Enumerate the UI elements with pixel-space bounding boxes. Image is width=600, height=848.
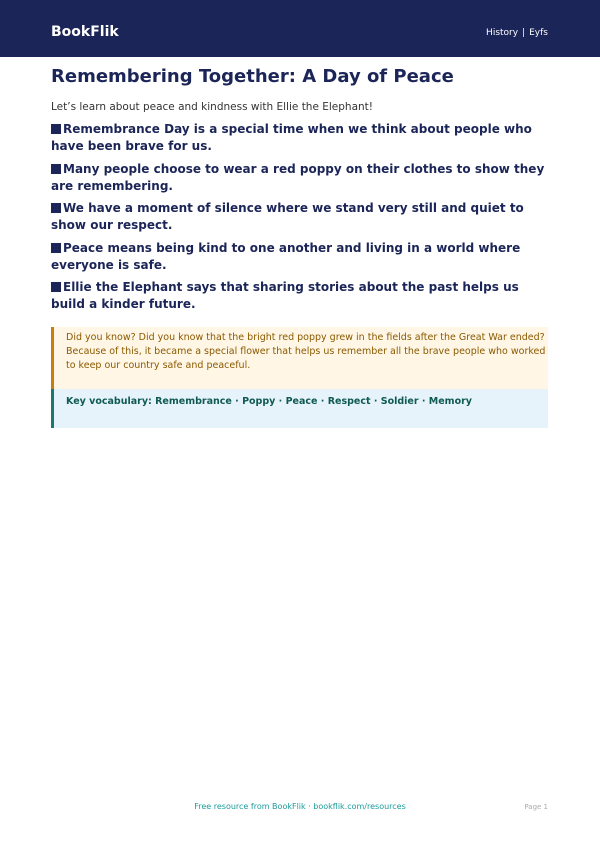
footer-resource-link[interactable]: Free resource from BookFlik · bookflik.com/resources	[194, 802, 406, 811]
breadcrumb-eyfs[interactable]: Eyfs	[529, 28, 548, 38]
page-title: Remembering Together: A Day of Peace	[51, 66, 454, 87]
did-you-know-text: Did you know? Did you know that the bright red poppy grew in the fields after the Great War ended? Because of this, it became a special flower that helps us remember all the brave people who worked to keep our country safe and peaceful.	[66, 332, 546, 371]
breadcrumb-separator: |	[522, 28, 526, 38]
square-bullet-icon	[51, 243, 61, 253]
list-item	[51, 200, 551, 234]
list-item	[51, 121, 551, 155]
key-vocabulary-box	[51, 389, 548, 428]
did-you-know-box	[51, 327, 548, 389]
intro-text: Let’s learn about peace and kindness with Ellie the Elephant!	[51, 101, 374, 113]
key-vocabulary-text: Key vocabulary: Remembrance · Poppy · Peace · Respect · Soldier · Memory	[66, 396, 472, 407]
key-points-list	[51, 121, 551, 319]
square-bullet-icon	[51, 164, 61, 174]
list-item	[51, 240, 551, 274]
square-bullet-icon	[51, 203, 61, 213]
top-header-bar	[0, 0, 600, 57]
list-item	[51, 279, 551, 313]
breadcrumb	[486, 27, 548, 39]
breadcrumb-history[interactable]: History	[486, 28, 519, 38]
brand-logo-text[interactable]: BookFlik	[51, 24, 119, 40]
list-item-text: Remembrance Day is a special time when we think about people who have been brave for us.	[51, 122, 532, 153]
list-item-text: Ellie the Elephant says that sharing stories about the past helps us build a kinder future.	[51, 280, 519, 311]
page-number: Page 1	[524, 803, 548, 811]
list-item-text: We have a moment of silence where we stand very still and quiet to show our respect.	[51, 201, 524, 232]
list-item-text: Peace means being kind to one another and living in a world where everyone is safe.	[51, 240, 521, 272]
list-item	[51, 161, 551, 195]
square-bullet-icon	[51, 282, 61, 292]
square-bullet-icon	[51, 124, 61, 134]
list-item-text: Many people choose to wear a red poppy on their clothes to show they are remembering.	[51, 161, 545, 193]
